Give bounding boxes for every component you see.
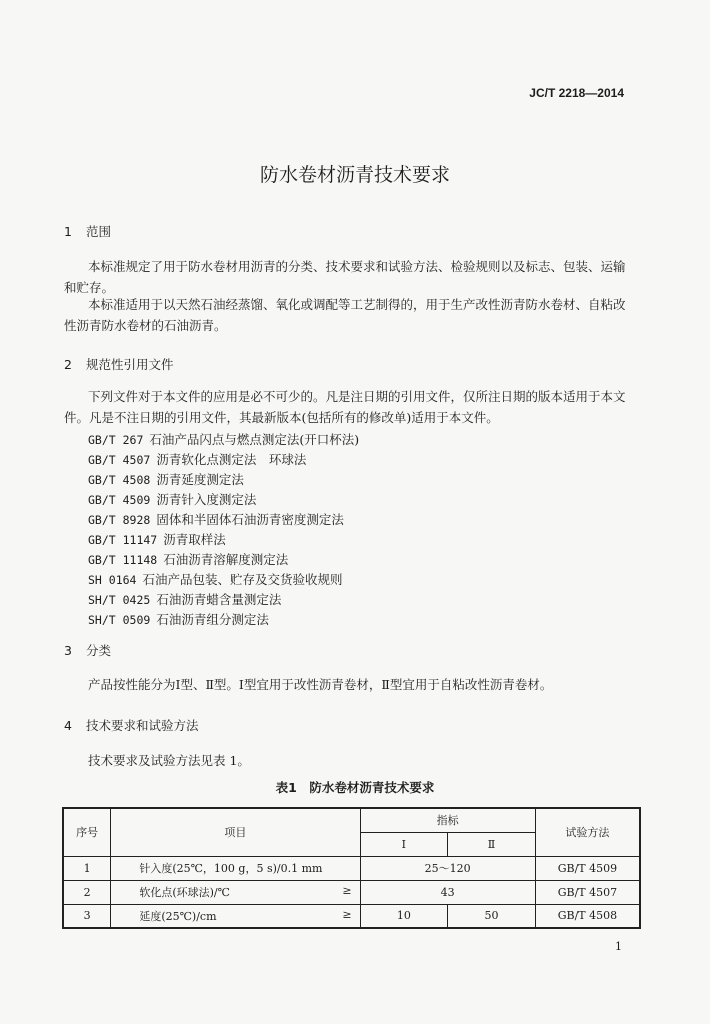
header-indicator: 指标 — [360, 808, 535, 832]
item-text: 针入度(25℃，100 g，5 s)/0.1 mm — [139, 862, 323, 875]
reference-code: SH/T 0509 — [88, 613, 151, 627]
reference-code: SH 0164 — [88, 573, 137, 587]
cell-item — [111, 856, 360, 880]
section-number: 3 — [64, 643, 72, 658]
section-title: 分类 — [86, 643, 112, 658]
reference-name: 石油沥青蜡含量测定法 — [156, 592, 282, 607]
reference-name: 沥青延度测定法 — [156, 472, 244, 487]
section-title: 范围 — [86, 224, 112, 239]
cell-method: GB/T 4509 — [535, 856, 640, 880]
item-text: 软化点(环球法)/℃ — [139, 886, 230, 899]
scope-paragraph-1 — [64, 256, 634, 298]
reference-name: 沥青针入度测定法 — [156, 492, 257, 507]
page-number: 1 — [615, 940, 622, 953]
scope-paragraph-2 — [64, 294, 634, 336]
reference-name: 沥青取样法 — [163, 532, 226, 547]
section-number: 2 — [64, 357, 72, 372]
classification-paragraph — [64, 674, 634, 695]
reference-code: GB/T 4508 — [88, 473, 151, 487]
section-title: 规范性引用文件 — [86, 357, 174, 372]
reference-item — [88, 610, 359, 630]
reference-code: SH/T 0425 — [88, 593, 151, 607]
section-1-heading — [64, 222, 111, 240]
section-3-heading — [64, 641, 111, 659]
reference-code: GB/T 267 — [88, 433, 144, 447]
reference-code: GB/T 4509 — [88, 493, 151, 507]
reference-code: GB/T 8928 — [88, 513, 151, 527]
reference-item — [88, 470, 359, 490]
reference-code: GB/T 4507 — [88, 453, 151, 467]
item-text: 延度(25℃)/cm — [139, 909, 217, 923]
paragraph-text: 本标准适用于以天然石油经蒸馏、氧化或调配等工艺制得的，用于生产改性沥青防水卷材、自粘改性沥青防水卷材的石油沥青。 — [64, 297, 626, 333]
comparison-symbol: ≥ — [342, 884, 352, 897]
cell-indicator: 43 — [360, 880, 535, 904]
section-title: 技术要求和试验方法 — [86, 718, 199, 733]
reference-name: 石油沥青溶解度测定法 — [163, 552, 289, 567]
paragraph-text: 下列文件对于本文件的应用是必不可少的。凡是注日期的引用文件，仅所注日期的版本适用于本文件。凡是不注日期的引用文件，其最新版本(包括所有的修改单)适用于本文件。 — [64, 389, 626, 425]
reference-code: GB/T 11147 — [88, 533, 158, 547]
reference-item — [88, 530, 359, 550]
section-number: 4 — [64, 718, 72, 733]
reference-item — [88, 550, 359, 570]
table-caption: 表1 防水卷材沥青技术要求 — [275, 780, 435, 795]
standard-number: JC/T 2218—2014 — [529, 86, 624, 100]
reference-list — [88, 430, 359, 630]
reference-name: 沥青软化点测定法 环球法 — [156, 452, 307, 467]
reference-item — [88, 510, 359, 530]
cell-seq: 3 — [63, 904, 111, 928]
cell-indicator: 25～120 — [360, 856, 535, 880]
reference-name: 固体和半固体石油沥青密度测定法 — [156, 512, 344, 527]
cell-seq: 1 — [63, 856, 111, 880]
paragraph-text: 技术要求及试验方法见表 1。 — [88, 753, 250, 768]
paragraph-text: 产品按性能分为Ⅰ型、Ⅱ型。Ⅰ型宜用于改性沥青卷材，Ⅱ型宜用于自粘改性沥青卷材。 — [88, 677, 553, 692]
reference-item — [88, 590, 359, 610]
section-4-heading — [64, 716, 199, 734]
cell-method: GB/T 4508 — [535, 904, 640, 928]
requirements-table — [62, 807, 641, 929]
reference-item — [88, 430, 359, 450]
reference-item — [88, 570, 359, 590]
requirements-paragraph — [64, 750, 634, 771]
reference-name: 石油产品闪点与燃点测定法(开口杯法) — [149, 432, 360, 447]
reference-name: 石油沥青组分测定法 — [156, 612, 269, 627]
cell-type-1: 10 — [360, 904, 448, 928]
cell-item — [111, 880, 360, 904]
header-method: 试验方法 — [535, 808, 640, 856]
section-number: 1 — [64, 224, 72, 239]
reference-name: 石油产品包装、贮存及交货验收规则 — [142, 572, 343, 587]
section-2-heading — [64, 355, 174, 373]
document-title: 防水卷材沥青技术要求 — [259, 164, 450, 186]
reference-code: GB/T 11148 — [88, 553, 158, 567]
table-header-row — [63, 808, 640, 832]
references-intro — [64, 386, 634, 428]
cell-method: GB/T 4507 — [535, 880, 640, 904]
header-type-1: Ⅰ — [360, 832, 448, 856]
header-seq: 序号 — [63, 808, 111, 856]
cell-type-2: 50 — [448, 904, 536, 928]
header-item: 项目 — [111, 808, 360, 856]
table-row — [63, 856, 640, 880]
reference-item — [88, 450, 359, 470]
comparison-symbol: ≥ — [342, 907, 352, 921]
cell-seq: 2 — [63, 880, 111, 904]
reference-item — [88, 490, 359, 510]
table-row — [63, 880, 640, 904]
cell-item — [111, 904, 360, 928]
paragraph-text: 本标准规定了用于防水卷材用沥青的分类、技术要求和试验方法、检验规则以及标志、包装、运输和贮存。 — [64, 259, 626, 295]
table-row — [63, 904, 640, 928]
header-type-2: Ⅱ — [448, 832, 536, 856]
